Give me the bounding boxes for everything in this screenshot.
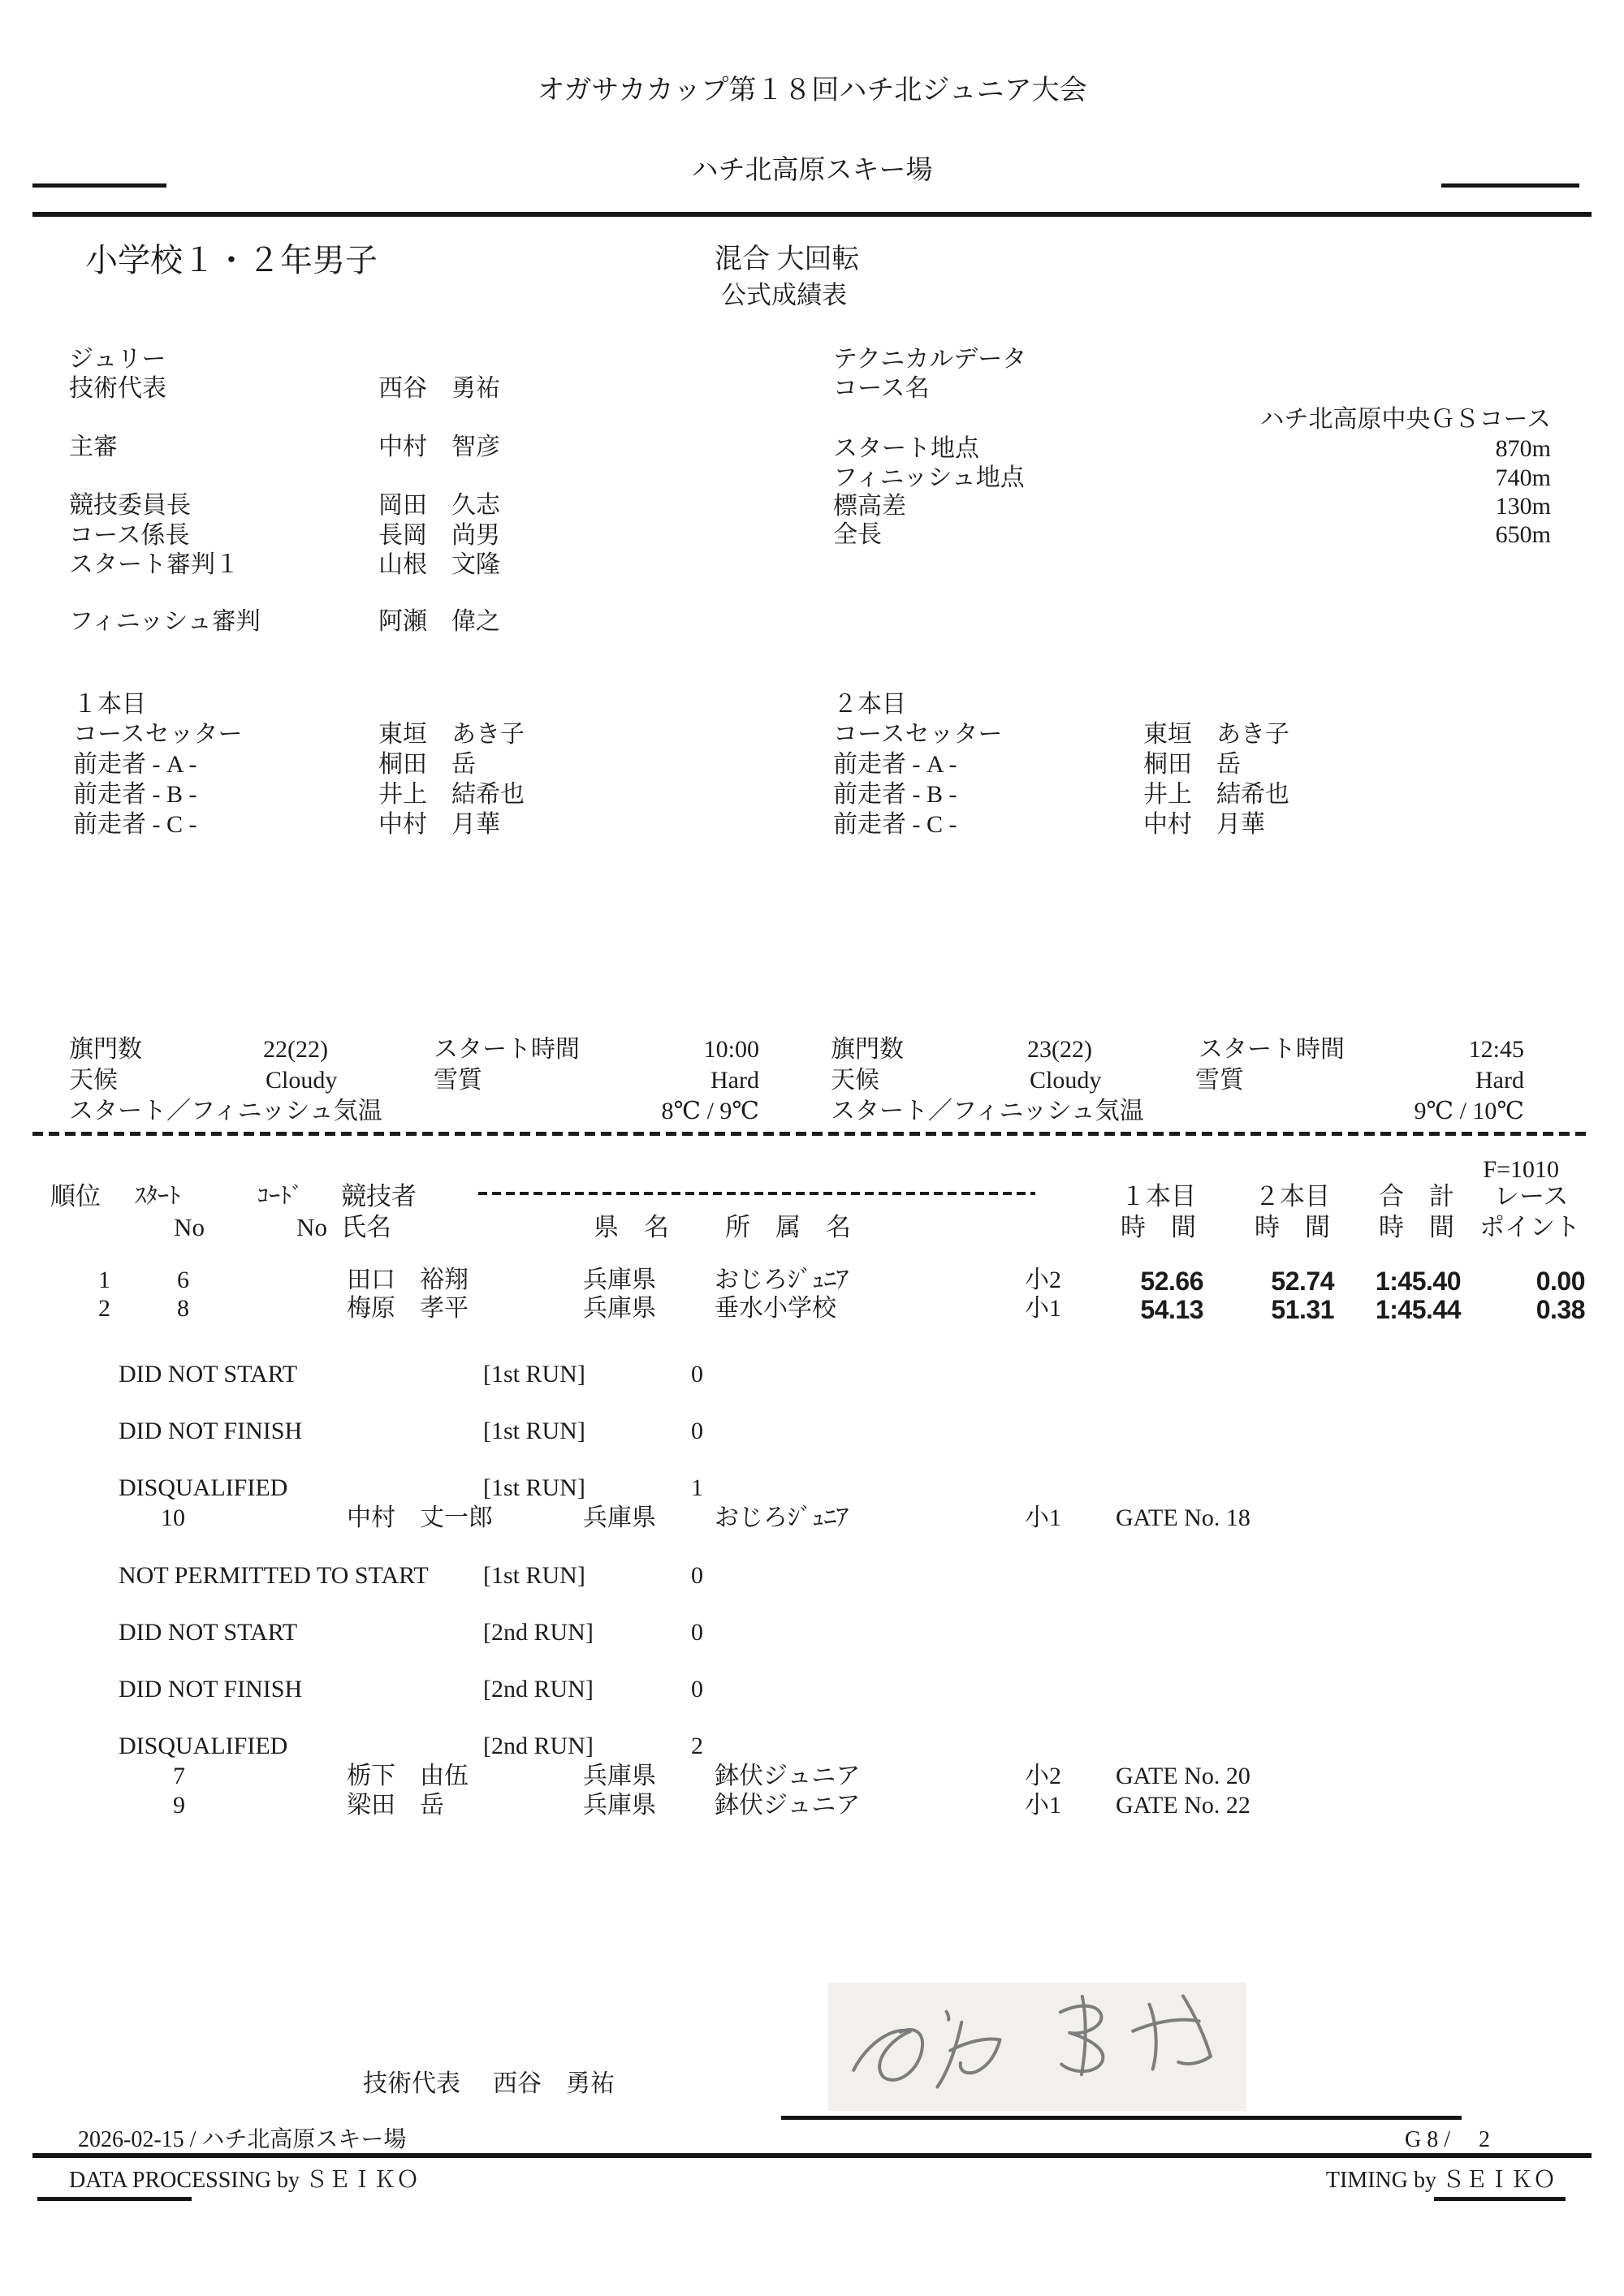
run2-forerunner-label: 前走者 - A - [833, 751, 957, 778]
cell-pref: 兵庫県 [583, 1504, 656, 1531]
run1-temp-value: 8℃ / 9℃ [661, 1098, 759, 1124]
run2-start-time: 12:45 [1468, 1036, 1524, 1063]
cell-club: おじろｼﾞｭﾆｱ [715, 1267, 849, 1293]
status-run: [1st RUN] [483, 1474, 585, 1501]
run2-weather-value: Cloudy [1030, 1067, 1102, 1094]
cell-gate: GATE No. 20 [1116, 1763, 1250, 1789]
status-label: DID NOT START [119, 1361, 298, 1388]
tech-value: 870m [1495, 435, 1551, 462]
run1-forerunner-name: 桐田 岳 [378, 751, 476, 778]
cell-rank: 2 [98, 1295, 110, 1322]
rule-footer [32, 2153, 1592, 2158]
cell-club: 鉢伏ジュニア [715, 1763, 861, 1789]
tech-label: スタート地点 [833, 435, 979, 462]
cell-club: 鉢伏ジュニア [715, 1792, 861, 1819]
col-total: 合 計 [1379, 1182, 1454, 1211]
class-title: 小学校１・２年男子 [85, 242, 378, 278]
col-run1-time: 時 間 [1121, 1213, 1196, 1241]
run1-forerunner-name: 中村 月華 [378, 811, 500, 838]
status-run: [2nd RUN] [483, 1676, 594, 1703]
run1-title: １本目 [73, 691, 146, 718]
status-label: DID NOT FINISH [119, 1676, 303, 1703]
run2-weather-label: 天候 [831, 1067, 879, 1094]
col-run1: １本目 [1121, 1182, 1196, 1211]
status-run: [1st RUN] [483, 1418, 585, 1444]
run2-forerunner-name: 桐田 岳 [1143, 751, 1241, 778]
cell-name: 田口 裕翔 [347, 1267, 469, 1293]
cell-start-no: 9 [173, 1792, 185, 1819]
run1-temp-label: スタート／フィニッシュ気温 [69, 1098, 382, 1124]
run1-setter-name: 東垣 あき子 [378, 721, 525, 748]
run2-setter-label: コースセッター [833, 721, 1003, 748]
jury-role: 主審 [69, 434, 118, 460]
rule-top-right [1441, 183, 1579, 188]
rule-header [32, 212, 1592, 217]
jury-name: 阿瀬 偉之 [378, 608, 500, 635]
col-start-kana: ｽﾀｰﾄ [135, 1184, 181, 1209]
run1-setter-label: コースセッター [73, 721, 243, 748]
status-label: DISQUALIFIED [119, 1474, 288, 1501]
jury-role: フィニッシュ審判 [69, 608, 261, 635]
col-run2-time: 時 間 [1255, 1213, 1330, 1241]
cell-start-no: 7 [173, 1763, 185, 1789]
run1-snow-label: 雪質 [434, 1067, 482, 1094]
signature-scan-box [828, 1983, 1246, 2111]
f-value: F=1010 [1483, 1156, 1559, 1183]
tech-label: 標高差 [833, 493, 906, 520]
footer-page-number: G 8 / 2 [1404, 2127, 1490, 2152]
col-total-time: 時 間 [1379, 1213, 1454, 1241]
run2-forerunner-label: 前走者 - B - [833, 781, 957, 808]
cell-grade: 小1 [1025, 1504, 1061, 1531]
tech-value: 650m [1495, 521, 1551, 548]
cell-name: 梁田 岳 [347, 1792, 444, 1819]
header-dashes [478, 1192, 1035, 1195]
col-run2: ２本目 [1255, 1182, 1330, 1211]
status-count: 0 [691, 1619, 703, 1646]
tech-value: 740m [1495, 464, 1551, 491]
footer-data-processing: DATA PROCESSING by ＳＥＩＫＯ [69, 2168, 420, 2193]
cell-run2-time: 52.74 [1271, 1267, 1334, 1296]
jury-name: 山根 文隆 [378, 551, 500, 578]
col-points: レース [1494, 1182, 1569, 1211]
status-label: DISQUALIFIED [119, 1733, 288, 1759]
cell-run1-time: 52.66 [1140, 1267, 1203, 1296]
status-run: [2nd RUN] [483, 1619, 594, 1646]
cell-grade: 小1 [1025, 1295, 1061, 1322]
footer-date-venue: 2026-02-15 / ハチ北高原スキー場 [78, 2127, 407, 2152]
cell-rank: 1 [98, 1267, 110, 1293]
signature-image [828, 1983, 1246, 2111]
run1-forerunner-label: 前走者 - A - [73, 751, 197, 778]
jury-role: スタート審判１ [69, 551, 240, 578]
technical-data-title: テクニカルデータ [833, 346, 1027, 373]
run1-snow-value: Hard [710, 1067, 759, 1094]
status-run: [2nd RUN] [483, 1733, 594, 1759]
cell-grade: 小2 [1025, 1763, 1061, 1789]
tech-label: 全長 [833, 521, 882, 548]
jury-name: 中村 智彦 [378, 434, 500, 460]
cell-start-no: 8 [177, 1295, 189, 1322]
jury-section-title: ジュリー [69, 346, 166, 373]
event-title: オガサカカップ第１８回ハチ北ジュニア大会 [537, 76, 1087, 106]
signature-role: 技術代表 [363, 2070, 460, 2097]
run2-forerunner-name: 井上 結希也 [1143, 781, 1289, 808]
rule-bottom-left [37, 2197, 192, 2201]
cell-run2-time: 51.31 [1271, 1295, 1334, 1324]
run1-gates-label: 旗門数 [69, 1036, 142, 1063]
run1-start-time: 10:00 [703, 1036, 759, 1063]
event-type: 混合 大回転 [715, 244, 860, 274]
cell-run1-time: 54.13 [1140, 1295, 1203, 1324]
cell-pref: 兵庫県 [583, 1267, 656, 1293]
col-competitor: 競技者 [341, 1182, 417, 1211]
run2-snow-value: Hard [1475, 1067, 1524, 1094]
cell-start-no: 6 [177, 1267, 189, 1293]
cell-name: 梅原 孝平 [347, 1295, 469, 1322]
divider-dashed [32, 1132, 1592, 1136]
run2-setter-name: 東垣 あき子 [1143, 721, 1289, 748]
run2-snow-label: 雪質 [1195, 1067, 1244, 1094]
col-code-no: No [296, 1213, 327, 1241]
jury-name: 長岡 尚男 [378, 522, 500, 549]
cell-club: おじろｼﾞｭﾆｱ [715, 1504, 849, 1531]
run1-start-time-label: スタート時間 [434, 1036, 580, 1063]
tech-value: 130m [1495, 493, 1551, 520]
status-run: [1st RUN] [483, 1562, 585, 1589]
venue-title: ハチ北高原スキー場 [691, 156, 933, 185]
status-label: DID NOT FINISH [119, 1418, 303, 1444]
run1-weather-label: 天候 [69, 1067, 118, 1094]
status-label: NOT PERMITTED TO START [119, 1562, 429, 1589]
status-count: 2 [691, 1733, 703, 1759]
cell-race-points: 0.00 [1535, 1267, 1585, 1296]
status-run: [1st RUN] [483, 1361, 585, 1388]
jury-role: 競技委員長 [69, 492, 191, 519]
cell-club: 垂水小学校 [715, 1295, 836, 1322]
run2-gates-label: 旗門数 [831, 1036, 904, 1063]
col-start-no: No [174, 1213, 205, 1241]
jury-role: コース係長 [69, 522, 190, 549]
jury-name: 岡田 久志 [378, 492, 500, 519]
run1-weather-value: Cloudy [266, 1067, 338, 1094]
col-name: 氏名 [341, 1213, 391, 1241]
run2-temp-label: スタート／フィニッシュ気温 [831, 1098, 1144, 1124]
col-club: 所 属 名 [725, 1213, 851, 1241]
run2-forerunner-name: 中村 月華 [1143, 811, 1265, 838]
status-count: 0 [691, 1418, 703, 1444]
jury-name: 西谷 勇祐 [378, 375, 500, 402]
run2-forerunner-label: 前走者 - C - [833, 811, 957, 838]
cell-gate: GATE No. 22 [1116, 1792, 1250, 1819]
status-count: 0 [691, 1361, 703, 1388]
cell-total-time: 1:45.44 [1375, 1295, 1461, 1324]
cell-pref: 兵庫県 [583, 1792, 656, 1819]
col-code-kana: ｺｰﾄﾞ [257, 1184, 304, 1209]
run2-gates-value: 23(22) [1027, 1036, 1092, 1063]
run2-start-time-label: スタート時間 [1199, 1036, 1345, 1063]
status-label: DID NOT START [119, 1619, 298, 1646]
signature-name: 西谷 勇祐 [493, 2070, 615, 2097]
cell-total-time: 1:45.40 [1375, 1267, 1461, 1296]
status-count: 0 [691, 1676, 703, 1703]
cell-name: 栃下 由伍 [347, 1763, 469, 1789]
tech-label: フィニッシュ地点 [833, 464, 1025, 491]
cell-grade: 小1 [1025, 1792, 1061, 1819]
col-prefecture: 県 名 [594, 1213, 669, 1241]
cell-gate: GATE No. 18 [1116, 1504, 1250, 1531]
col-points-label: ポイント [1479, 1213, 1580, 1241]
run1-gates-value: 22(22) [263, 1036, 328, 1063]
cell-start-no: 10 [161, 1504, 185, 1531]
course-name: ハチ北高原中央ＧＳコース [1259, 406, 1551, 433]
signature-line [781, 2116, 1462, 2120]
rule-top-left [32, 183, 166, 188]
cell-name: 中村 丈一郎 [347, 1504, 493, 1531]
course-name-label: コース名 [833, 375, 930, 402]
cell-race-points: 0.38 [1535, 1295, 1585, 1324]
run1-forerunner-label: 前走者 - C - [73, 811, 197, 838]
run2-temp-value: 9℃ / 10℃ [1414, 1098, 1524, 1124]
run1-forerunner-name: 井上 結希也 [378, 781, 525, 808]
cell-grade: 小2 [1025, 1267, 1061, 1293]
footer-timing: TIMING by ＳＥＩＫＯ [1325, 2168, 1556, 2193]
jury-role: 技術代表 [69, 375, 166, 402]
col-rank: 順位 [50, 1182, 101, 1211]
cell-pref: 兵庫県 [583, 1295, 656, 1322]
run2-title: ２本目 [833, 691, 906, 718]
doc-type: 公式成績表 [721, 281, 847, 309]
status-count: 1 [691, 1474, 703, 1501]
run1-forerunner-label: 前走者 - B - [73, 781, 197, 808]
status-count: 0 [691, 1562, 703, 1589]
rule-bottom-right [1434, 2197, 1566, 2201]
cell-pref: 兵庫県 [583, 1763, 656, 1789]
